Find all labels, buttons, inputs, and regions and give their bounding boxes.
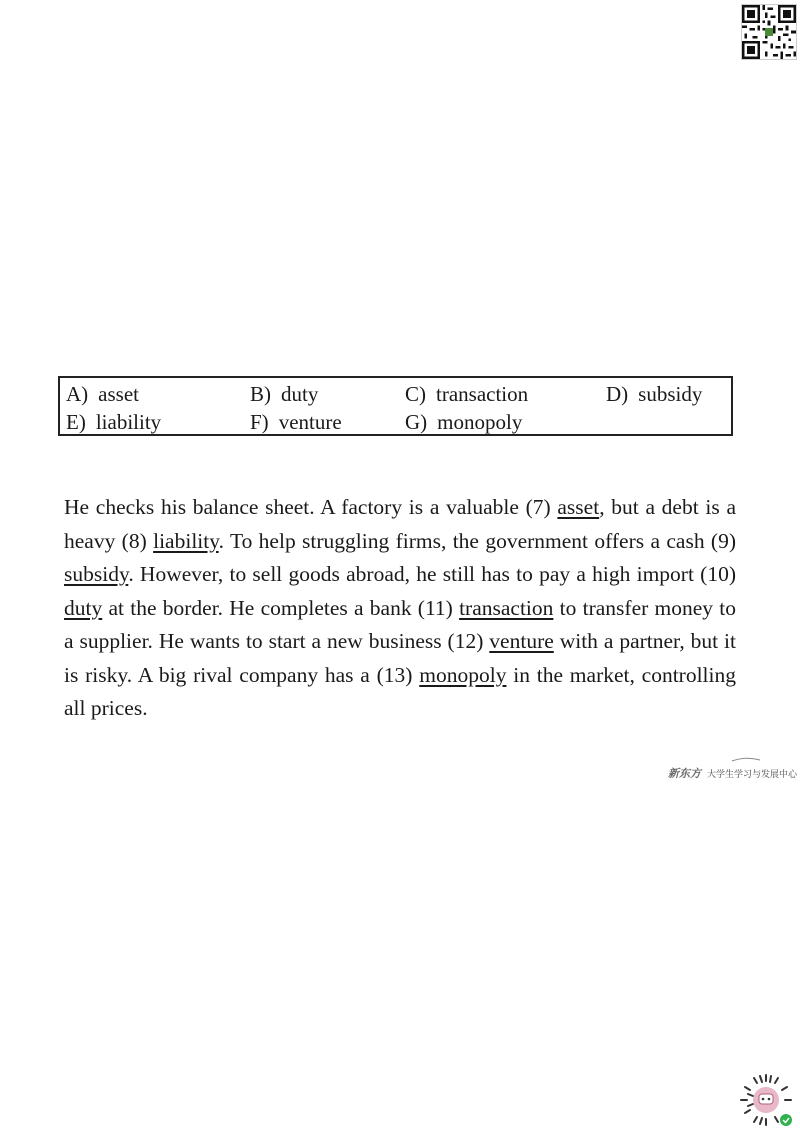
passage-text: . To help struggling firms, the government offers a cash (9)	[218, 528, 736, 553]
qr-code	[741, 4, 797, 60]
center-name: 大学生学习与发展中心	[707, 769, 798, 780]
option-d: D) subsidy	[606, 382, 703, 406]
passage-text: . However, to sell goods abroad, he still has to pay a high import (10)	[128, 562, 736, 586]
option-g: G) monopoly	[405, 410, 523, 434]
answer-12: venture	[489, 629, 554, 653]
answer-11: transaction	[459, 595, 554, 620]
option-a: A) asset	[66, 382, 139, 406]
answer-7: asset	[557, 495, 600, 519]
passage-text: He checks his balance sheet. A factory is a valuable (7)	[64, 495, 558, 519]
swoosh-icon	[731, 755, 761, 763]
passage-text: in the market, controlling all prices.	[64, 662, 736, 720]
footer-logo	[668, 763, 797, 783]
passage-text: to transfer money to a supplier. He wants to start a new business (12)	[64, 595, 736, 653]
option-b: B) duty	[250, 382, 319, 406]
cloze-passage	[64, 491, 736, 726]
passage-text: at the border. He completes a bank (11)	[102, 595, 460, 620]
passage-text: , but a debt is a heavy (8)	[64, 495, 736, 553]
option-e: E) liability	[66, 410, 162, 434]
answer-8: liability	[153, 528, 219, 553]
answer-10: duty	[64, 595, 103, 620]
passage-text: with a partner, but it is risky. A big rival company has a (13)	[64, 629, 736, 687]
option-c: C) transaction	[405, 382, 529, 406]
answer-13: monopoly	[419, 662, 507, 687]
mini-program-code	[738, 1072, 794, 1128]
answer-9: subsidy	[64, 562, 129, 586]
word-bank	[58, 376, 733, 436]
option-f: F) venture	[250, 410, 342, 434]
brand-logo: 新东方	[668, 767, 701, 780]
